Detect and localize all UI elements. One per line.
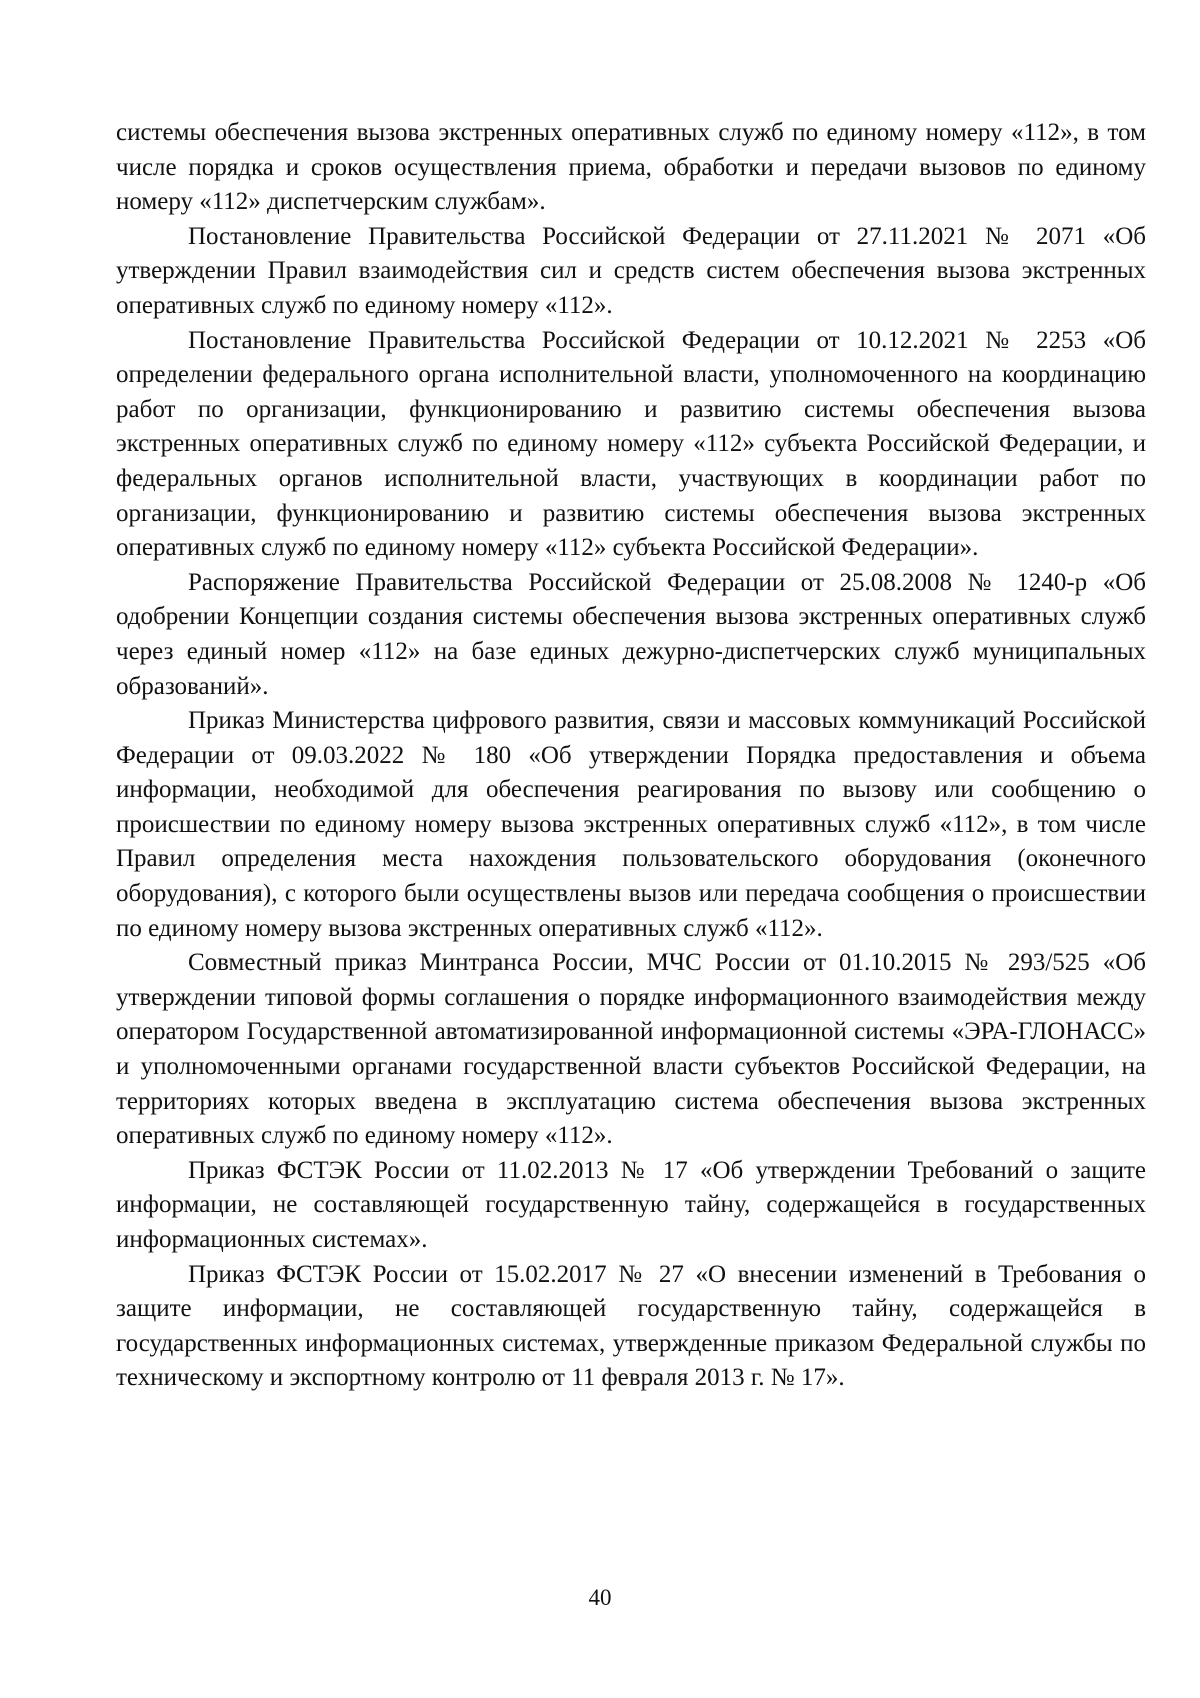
page-number: 40 (588, 1585, 612, 1610)
document-body (116, 116, 1146, 1396)
paragraph-joint-order-293-525: Совместный приказ Минтранса России, МЧС России от 01.10.2015 № 293/525 «Об утверждении типовой формы соглашения о порядке информационного взаимодействия между оператором Государственной автоматизированной информационной системы «ЭРА-ГЛОНАСС» и уполномоченными органами государственной власти субъектов Российской Федерации, на территориях которых введена в эксплуатацию система обеспечения вызова экстренных оперативных служб по единому номеру «112». (116, 949, 1146, 1150)
paragraph-order-1240: Распоряжение Правительства Российской Федерации от 25.08.2008 № 1240-р «Об одобрении Концепции создания системы обеспечения вызова экстренных оперативных служб через единый номер «112» на базе единых дежурно-диспетчерских служб муниципальных образований». (116, 568, 1146, 700)
paragraph-fstec-order-17: Приказ ФСТЭК России от 11.02.2013 № 17 «Об утверждении Требований о защите информации, не составляющей государственную тайну, содержащейся в государственных информационных системах». (116, 1156, 1146, 1253)
paragraph-decree-2071: Постановление Правительства Российской Федерации от 27.11.2021 № 2071 «Об утверждении Правил взаимодействия сил и средств систем обеспечения вызова экстренных оперативных служб по единому номеру «112». (116, 222, 1146, 319)
paragraph-order-180: Приказ Министерства цифрового развития, связи и массовых коммуникаций Российской Федерации от 09.03.2022 № 180 «Об утверждении Порядка предоставления и объема информации, необходимой для обеспечения реагирования по вызову или сообщению о происшествии по единому номеру вызова экстренных оперативных служб «112», в том числе Правил определения места нахождения пользовательского оборудования (оконечного оборудования), с которого были осуществлены вызов или передача сообщения о происшествии по единому номеру вызова экстренных оперативных служб «112». (116, 707, 1146, 942)
paragraph-fstec-order-27: Приказ ФСТЭК России от 15.02.2017 № 27 «О внесении изменений в Требования о защите информации, не составляющей государственную тайну, содержащейся в государственных информационных системах, утвержденные приказом Федеральной службы по техническому и экспортному контролю от 11 февраля 2013 г. № 17». (116, 1260, 1146, 1392)
paragraph-decree-2253: Постановление Правительства Российской Федерации от 10.12.2021 № 2253 «Об определении федерального органа исполнительной власти, уполномоченного на координацию работ по организации, функционированию и развитию системы обеспечения вызова экстренных оперативных служб по единому номеру «112» субъекта Российской Федерации, и федеральных органов исполнительной власти, участвующих в координации работ по организации, функционированию и развитию системы обеспечения вызова экстренных оперативных служб по единому номеру «112» субъекта Российской Федерации». (116, 326, 1146, 562)
paragraph-continuation: системы обеспечения вызова экстренных оперативных служб по единому номеру «112», в том числе порядка и сроков осуществления приема, обработки и передачи вызовов по единому номеру «112» диспетчерским службам». (116, 119, 1146, 216)
